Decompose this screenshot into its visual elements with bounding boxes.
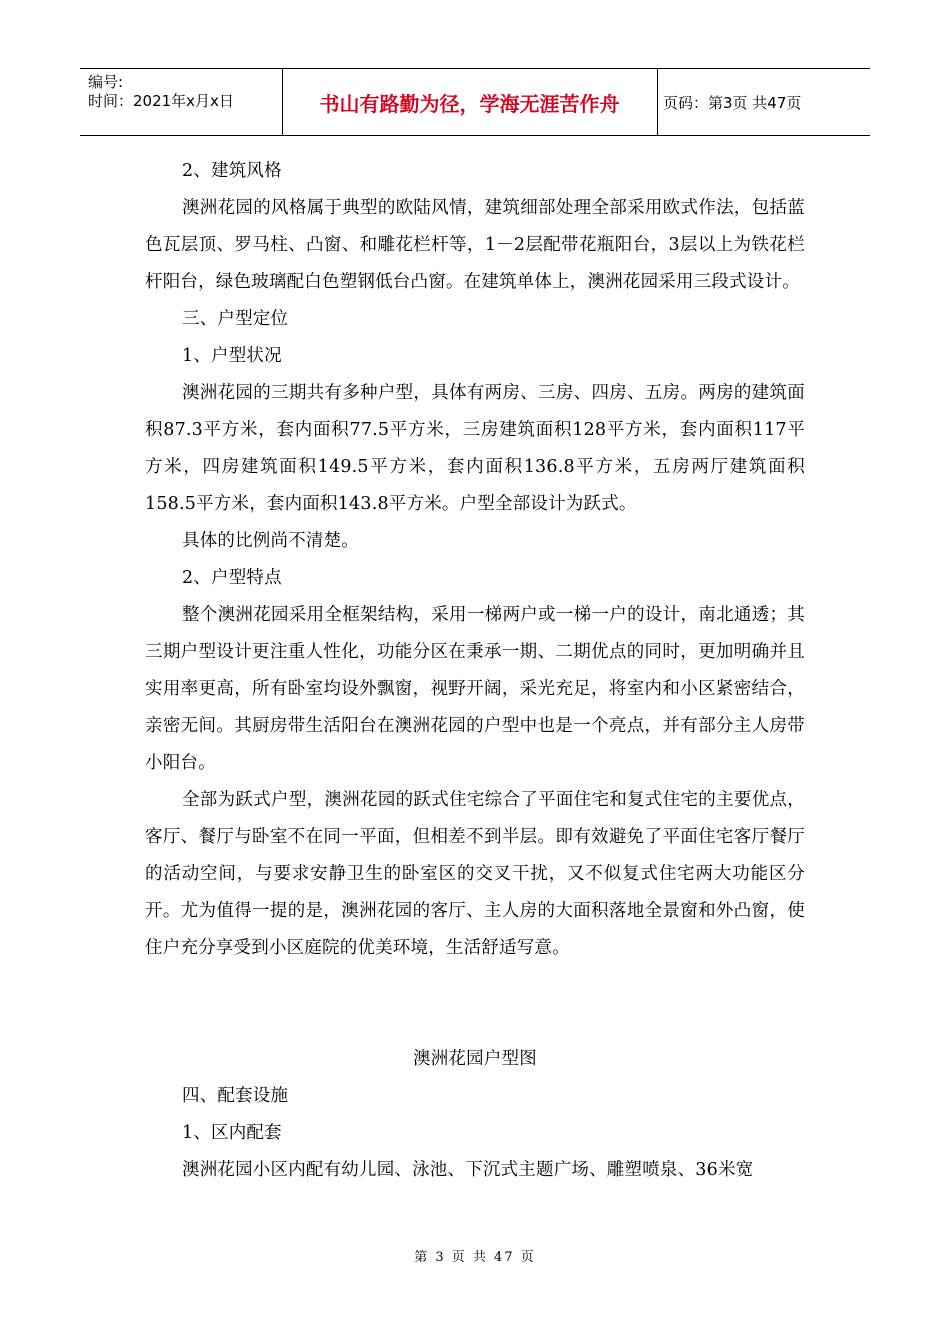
header-meta [88, 73, 278, 111]
paragraph: 澳洲花园小区内配有幼儿园、泳池、下沉式主题广场、雕塑喷泉、36米宽 [182, 1160, 754, 1180]
header-divider [657, 69, 658, 135]
figure-caption: 澳洲花园户型图 [413, 1049, 537, 1069]
time-label: 时间：2021年x月x日 [88, 92, 234, 110]
paragraph: 具体的比例尚不清楚。 [182, 531, 359, 551]
paragraph: 全部为跃式户型，澳洲花园的跃式住宅综合了平面住宅和复式住宅的主要优点，客厅、餐厅与卧室不在同一平面，但相差不到半层。即有效避免了平面住宅客厅餐厅的活动空间，与要求安静卫生的卧室区的交叉干扰，又不似复式住宅两大功能区分开。尤为值得一提的是，澳洲花园的客厅、主人房的大面积落地全景窗和外凸窗，使住户充分享受到小区庭院的优美环境，生活舒适写意。 [145, 790, 805, 958]
paragraph: 澳洲花园的三期共有多种户型，具体有两房、三房、四房、五房。两房的建筑面积87.3平方米，套内面积77.5平方米，三房建筑面积128平方米，套内面积117平方米，四房建筑面积149.5平方米，套内面积136.8平方米，五房两厅建筑面积158.5平方米，套内面积143.8平方米。户型全部设计为跃式。 [145, 383, 805, 514]
section-heading: 四、配套设施 [182, 1086, 289, 1106]
section-heading: 1、户型状况 [182, 346, 282, 366]
page-footer: 第 3 页 共 47 页 [414, 1250, 536, 1265]
header-motto: 书山有路勤为径，学海无涯苦作舟 [319, 91, 620, 116]
figure-placeholder [145, 967, 805, 1041]
section-heading: 2、建筑风格 [182, 161, 282, 181]
section-heading: 2、户型特点 [182, 568, 282, 588]
paragraph: 澳洲花园的风格属于典型的欧陆风情，建筑细部处理全部采用欧式作法，包括蓝色瓦层顶、罗马柱、凸窗、和雕花栏杆等，1－2层配带花瓶阳台，3层以上为铁花栏杆阳台，绿色玻璃配白色塑钢低台凸窗。在建筑单体上，澳洲花园采用三段式设计。 [145, 198, 805, 292]
number-label: 编号: [88, 73, 124, 91]
paragraph: 整个澳洲花园采用全框架结构，采用一梯两户或一梯一户的设计，南北通透；其三期户型设计更注重人性化，功能分区在秉承一期、二期优点的同时，更加明确并且实用率更高，所有卧室均设外飘窗，视野开阔，采光充足，将室内和小区紧密结合，亲密无间。其厨房带生活阳台在澳洲花园的户型中也是一个亮点，并有部分主人房带小阳台。 [145, 605, 805, 773]
header-page-info: 页码：第3页 共47页 [663, 93, 802, 112]
section-heading: 1、区内配套 [182, 1123, 282, 1143]
section-heading: 三、户型定位 [182, 309, 289, 329]
document-body [145, 153, 805, 1189]
page-header [80, 68, 870, 136]
